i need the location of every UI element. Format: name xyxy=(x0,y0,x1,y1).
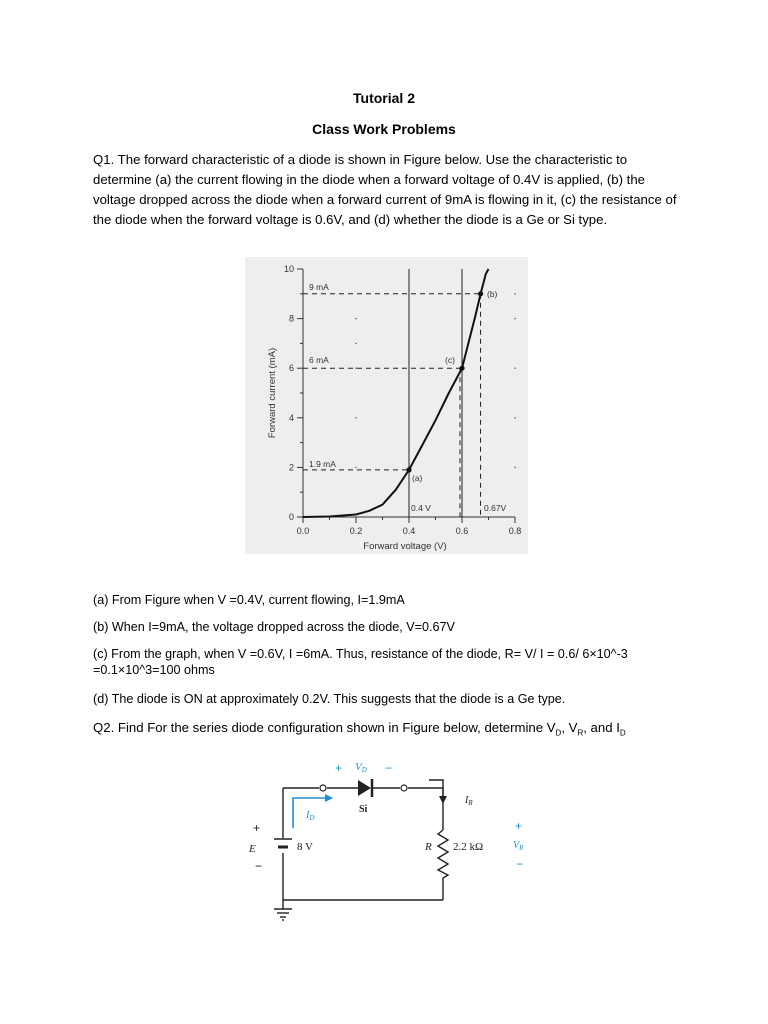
question-2 xyxy=(93,720,626,738)
answer-d: (d) The diode is ON at approximately 0.2V. This suggests that the diode is a Ge type. xyxy=(93,692,566,706)
e-minus: − xyxy=(255,859,263,873)
e-plus: + xyxy=(253,821,261,835)
y-tick-label: 4 xyxy=(288,412,294,423)
ir-current-arrow xyxy=(429,780,443,798)
label-point-a: (a) xyxy=(412,473,423,483)
q2-vd-subscript: D xyxy=(555,728,562,738)
diode-label: Si xyxy=(359,804,368,815)
grid-dot xyxy=(514,467,516,469)
point-a xyxy=(406,467,411,472)
y-tick-label: 0 xyxy=(288,512,294,522)
source-value: 8 V xyxy=(297,841,313,853)
terminal-node-left xyxy=(320,785,326,791)
vr-plus: + xyxy=(515,819,523,833)
x-axis-label: Forward voltage (V) xyxy=(363,541,447,552)
vd-minus: − xyxy=(385,761,393,775)
y-tick-label: 2 xyxy=(288,462,294,473)
y-tick-label: 8 xyxy=(288,313,294,324)
vd-label: VD xyxy=(355,761,367,774)
e-label: E xyxy=(249,843,256,855)
label-point-c: (c) xyxy=(445,355,455,365)
ground-icon xyxy=(274,909,292,920)
id-arrowhead-icon xyxy=(325,794,333,802)
q2-sep2: , and I xyxy=(583,720,620,735)
x-tick-label: 0.2 xyxy=(349,526,363,536)
point-b xyxy=(478,291,483,296)
q2-id-subscript: D xyxy=(619,728,626,738)
grid-dot xyxy=(514,417,516,419)
point-c xyxy=(459,366,464,371)
r-label: R xyxy=(425,841,432,853)
q2-sep1: , V xyxy=(561,720,578,735)
r-value: 2.2 kΩ xyxy=(453,841,484,853)
answer-a: (a) From Figure when V =0.4V, current flowing, I=1.9mA xyxy=(93,593,405,607)
x-tick-label: 0.6 xyxy=(455,526,469,536)
answer-c: (c) From the graph, when V =0.6V, I =6mA. Thus, resistance of the diode, R= V/ I = 0.6/ 6×10^-3 =0.1×10^3=100 ohms xyxy=(93,647,628,677)
diode-characteristic-figure xyxy=(245,257,528,559)
grid-dot xyxy=(355,343,357,345)
answer-b: (b) When I=9mA, the voltage dropped across the diode, V=0.67V xyxy=(93,620,455,634)
page-title: Tutorial 2 xyxy=(353,90,415,106)
vr-label: $V_R$ xyxy=(513,840,524,852)
label-point-b: (b) xyxy=(487,289,498,299)
vr-minus: − xyxy=(516,857,524,871)
grid-dot xyxy=(355,367,357,369)
terminal-node-right xyxy=(401,785,407,791)
diode-symbol xyxy=(358,780,371,796)
series-diode-circuit xyxy=(245,756,535,931)
grid-dot xyxy=(514,318,516,320)
question-1: Q1. The forward characteristic of a diode is shown in Figure below. Use the characteristic to determine (a) the current flowing in the diode when a forward voltage of 0.4V is applied, (b) the voltage dropped across the diode when a forward current of 9mA is flowing in it, (c) the resistance of the diode when the forward voltage is 0.6V, and (d) whether the diode is a Ge or Si type. xyxy=(93,152,677,227)
y-tick-label: 6 xyxy=(288,363,294,374)
chart-svg xyxy=(245,257,528,554)
label-1-9ma: 1.9 mA xyxy=(309,459,336,469)
grid-dot xyxy=(514,367,516,369)
label-9ma: 9 mA xyxy=(309,282,329,292)
y-axis-label: Forward current (mA) xyxy=(267,347,278,439)
label-0-4v: 0.4 V xyxy=(411,503,431,513)
vd-plus: + xyxy=(335,761,343,775)
y-tick-label: 10 xyxy=(283,264,294,274)
grid-dot xyxy=(355,318,357,320)
x-tick-label: 0.8 xyxy=(508,526,522,536)
ir-arrowhead-icon xyxy=(439,796,447,804)
label-6ma: 6 mA xyxy=(309,355,329,365)
grid-dot xyxy=(514,293,516,295)
page-subtitle: Class Work Problems xyxy=(312,121,456,137)
grid-dot xyxy=(355,467,357,469)
resistor-symbol xyxy=(438,830,448,878)
ir-label: $I_R$ xyxy=(465,795,473,807)
label-0-67v: 0.67V xyxy=(484,503,507,513)
q2-text: Q2. Find For the series diode configuration shown in Figure below, determine V xyxy=(93,720,556,735)
x-tick-label: 0.0 xyxy=(296,526,310,536)
grid-dot xyxy=(355,417,357,419)
x-tick-label: 0.4 xyxy=(402,526,416,536)
circuit-svg xyxy=(245,756,535,926)
id-label: $I_D$ xyxy=(306,810,315,822)
q2-vr-subscript: R xyxy=(577,728,584,738)
